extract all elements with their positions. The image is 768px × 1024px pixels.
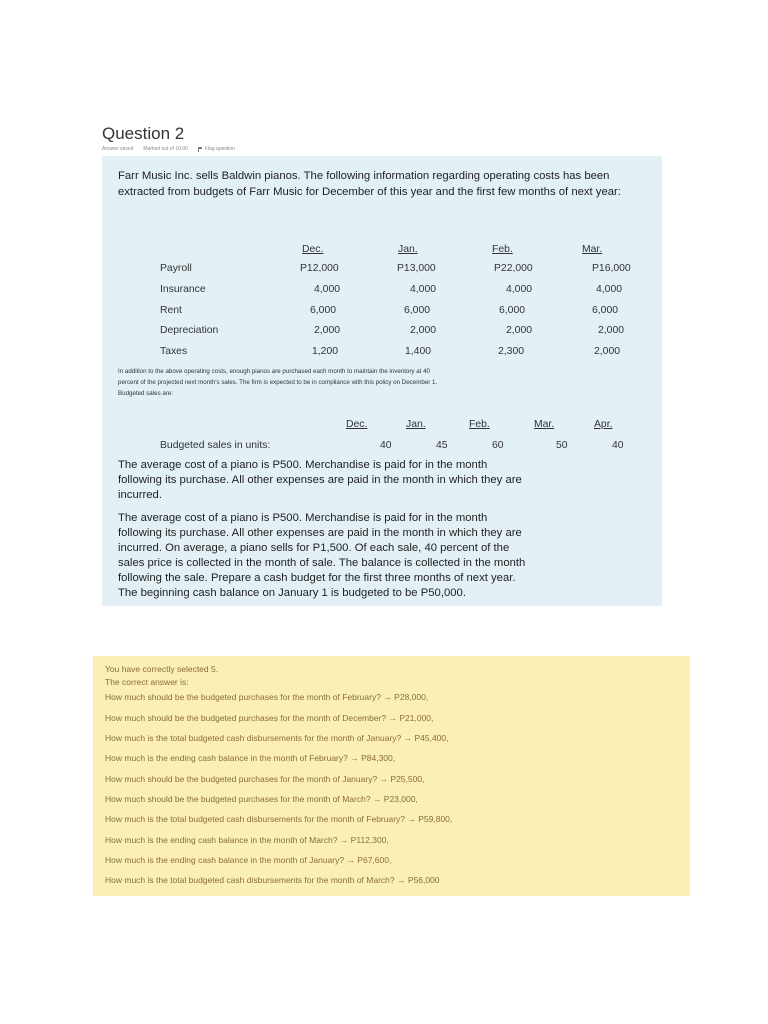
costs-cell: 4,000 bbox=[410, 284, 437, 295]
costs-cell: 2,000 bbox=[410, 325, 437, 336]
inventory-note-line: percent of the projected next month's sales. The firm is expected to be in compliance with this policy on December 1. bbox=[118, 379, 438, 386]
costs-cell: 4,000 bbox=[314, 284, 341, 295]
costs-cell: 6,000 bbox=[592, 305, 619, 316]
long-paragraph-line: incurred. On average, a piano sells for P1,500. Of each sale, 40 percent of the bbox=[118, 542, 510, 554]
costs-cell: 1,400 bbox=[405, 346, 432, 357]
costs-cell: P16,000 bbox=[592, 263, 631, 274]
costs-row-label: Insurance bbox=[160, 284, 206, 295]
sales-cell: 40 bbox=[612, 440, 624, 451]
costs-header-jan: Jan. bbox=[398, 244, 418, 255]
sales-header-apr: Apr. bbox=[594, 419, 613, 430]
sales-cell: 40 bbox=[380, 440, 392, 451]
long-paragraph-line: The beginning cash balance on January 1 is budgeted to be P50,000. bbox=[118, 587, 466, 599]
correct-answer-item: How much should be the budgeted purchases for the month of March? → P23,000, bbox=[105, 794, 418, 804]
correct-answer-item: How much is the total budgeted cash disbursements for the month of March? → P56,000 bbox=[105, 875, 440, 885]
costs-cell: P22,000 bbox=[494, 263, 533, 274]
costs-row-label: Taxes bbox=[160, 346, 188, 357]
correct-answer-item: How much should be the budgeted purchases for the month of December? → P21,000, bbox=[105, 713, 434, 723]
short-paragraph-line: following its purchase. All other expenses are paid in the month in which they are bbox=[118, 474, 522, 486]
question-text-panel bbox=[102, 156, 662, 606]
inventory-note-line: In addition to the above operating costs, enough pianos are purchased each month to maintain the inventory at 40 bbox=[118, 368, 430, 375]
feedback-correct-label: The correct answer is: bbox=[105, 677, 189, 687]
sales-header-dec: Dec. bbox=[346, 419, 368, 430]
marks-info: Marked out of 10.00 bbox=[143, 146, 188, 152]
costs-cell: 2,000 bbox=[598, 325, 625, 336]
costs-cell: 6,000 bbox=[310, 305, 337, 316]
answer-status: Answer saved bbox=[102, 146, 134, 152]
short-paragraph bbox=[118, 458, 648, 503]
correct-answer-item: How much is the ending cash balance in the month of March? → P112,300, bbox=[105, 835, 389, 845]
sales-header-mar: Mar. bbox=[534, 419, 555, 430]
sales-header-feb: Feb. bbox=[469, 419, 490, 430]
sales-label: Budgeted sales in units: bbox=[160, 440, 271, 451]
feedback-selected: You have correctly selected 5. bbox=[105, 664, 219, 674]
costs-cell: 4,000 bbox=[596, 284, 623, 295]
correct-answer-item: How much is the ending cash balance in the month of January? → P67,600, bbox=[105, 855, 392, 865]
question-title: Question 2 bbox=[102, 124, 185, 143]
costs-header-mar: Mar. bbox=[582, 244, 603, 255]
correct-answer-item: How much is the total budgeted cash disbursements for the month of January? → P45,400, bbox=[105, 733, 449, 743]
long-paragraph-line: following the sale. Prepare a cash budget for the first three months of next year. bbox=[118, 572, 516, 584]
costs-cell: 2,000 bbox=[594, 346, 621, 357]
inventory-note bbox=[118, 367, 658, 398]
costs-header-dec: Dec. bbox=[302, 244, 324, 255]
costs-cell: 6,000 bbox=[404, 305, 431, 316]
costs-cell: 4,000 bbox=[506, 284, 533, 295]
correct-answer-item: How much should be the budgeted purchases for the month of February? → P28,000, bbox=[105, 692, 429, 702]
costs-row-label: Depreciation bbox=[160, 325, 219, 336]
sales-cell: 50 bbox=[556, 440, 568, 451]
costs-header-feb: Feb. bbox=[492, 244, 513, 255]
costs-row-label: Rent bbox=[160, 305, 182, 316]
costs-cell: 2,000 bbox=[314, 325, 341, 336]
inventory-note-line: Budgeted sales are: bbox=[118, 390, 174, 397]
intro-paragraph: Farr Music Inc. sells Baldwin pianos. The following information regarding operating costs has been extracted from budgets of Farr Music for December of this year and the first few months of next year: bbox=[118, 170, 621, 198]
flag-question-label: Flag question bbox=[204, 146, 235, 152]
costs-cell: 2,000 bbox=[506, 325, 533, 336]
long-paragraph-line: The average cost of a piano is P500. Merchandise is paid for in the month bbox=[118, 512, 488, 524]
costs-cell: 1,200 bbox=[312, 346, 339, 357]
long-paragraph-line: sales price is collected in the month of sale. The balance is collected in the month bbox=[118, 557, 526, 569]
flag-question-link[interactable] bbox=[198, 146, 235, 152]
correct-answer-item: How much is the ending cash balance in the month of February? → P84,300, bbox=[105, 753, 396, 763]
long-paragraph bbox=[118, 511, 648, 601]
short-paragraph-line: incurred. bbox=[118, 489, 162, 501]
costs-row-label: Payroll bbox=[160, 263, 192, 274]
correct-answer-item: How much is the total budgeted cash disbursements for the month of February? → P59,800, bbox=[105, 814, 453, 824]
costs-cell: 6,000 bbox=[499, 305, 526, 316]
correct-answer-item: How much should be the budgeted purchases for the month of January? → P25,500, bbox=[105, 774, 425, 784]
long-paragraph-line: following its purchase. All other expenses are paid in the month in which they are bbox=[118, 527, 522, 539]
costs-cell: P12,000 bbox=[300, 263, 339, 274]
sales-cell: 45 bbox=[436, 440, 448, 451]
sales-cell: 60 bbox=[492, 440, 504, 451]
costs-cell: P13,000 bbox=[397, 263, 436, 274]
flag-icon bbox=[198, 147, 203, 152]
feedback-panel bbox=[93, 656, 690, 896]
sales-header-jan: Jan. bbox=[406, 419, 426, 430]
costs-cell: 2,300 bbox=[498, 346, 525, 357]
short-paragraph-line: The average cost of a piano is P500. Merchandise is paid for in the month bbox=[118, 459, 488, 471]
question-meta bbox=[102, 146, 235, 152]
